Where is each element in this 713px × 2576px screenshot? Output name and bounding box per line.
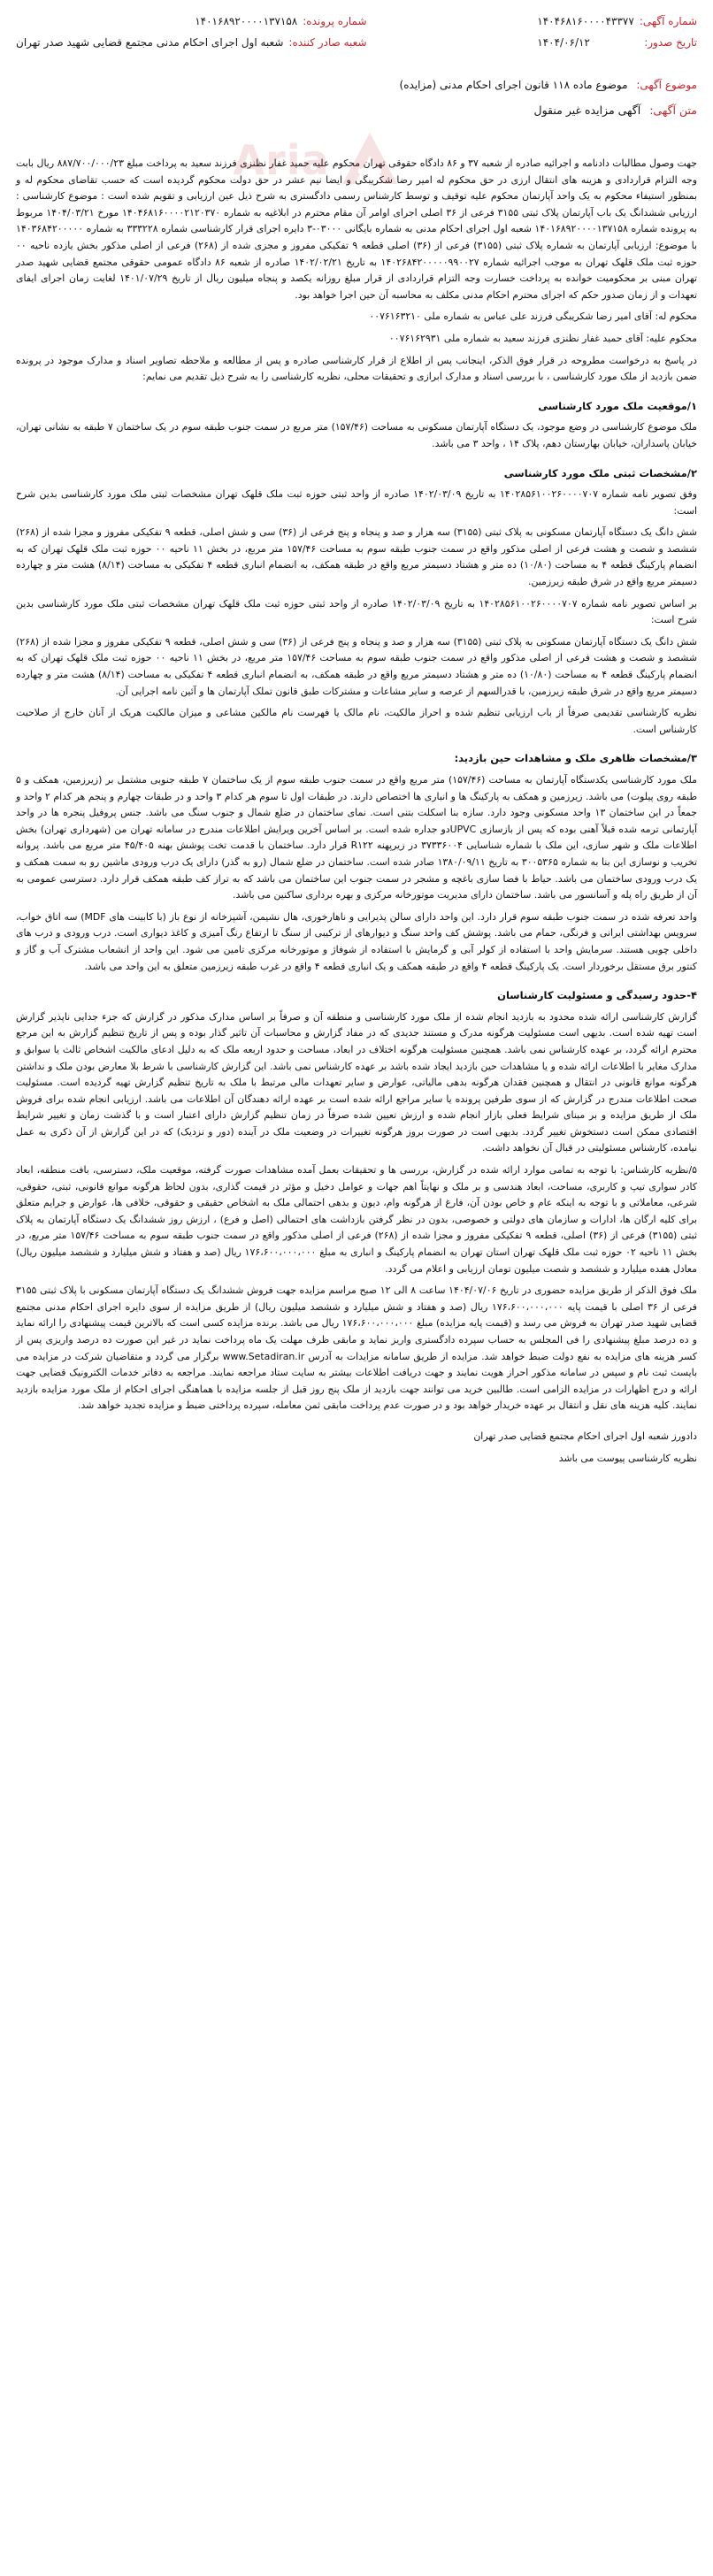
- date-row: [537, 34, 697, 51]
- attachment-note: نظریه کارشناسی پیوست می باشد: [558, 1452, 697, 1464]
- subject-label: موضوع آگهی:: [636, 79, 697, 91]
- notice-subject: [16, 76, 697, 94]
- title-label: متن آگهی:: [649, 104, 697, 117]
- location-paragraph: ملک موضوع کارشناسی در وضع موجود، یک دستگاه آپارتمان مسکونی به مساحت (۱۵۷/۴۶) متر مربع در سمت جنوب طبقه سوم در یک ساختمان ۷ طبقه به نشانی تهران، خیابان پاسداران، خیابان بهارستان دهم، پلاک ۱۴ ، واحد ۳ می باشد.: [16, 421, 697, 449]
- intro-paragraph: جهت وصول مطالبات دادنامه و اجرائیه صادره از شعبه ۳۷ و ۸۶ دادگاه حقوقی تهران محکوم علیه حمید غفار نظنزی فرزند سعید به پرداخت مبلغ ۸۸۷/۷۰۰/۰۰۰/۲۳ ریال بابت وجه التزام قراردادی و هزینه های انتقال ارزی در حق محکوم له امیر رضا شکریبگی و ایضا نیم عشر در حق دولت محکوم گردیده است که حسب تقاضای محکوم له و بمنظور استیفاء محکوم به یک واحد آپارتمان محکوم علیه توقیف و توسط کارشناس رسمی دادگستری به شرح ذیل عین ارزیابی و تقویم شده است : موضوع کارشناسی : ارزیابی ششدانگ یک باب آپارتمان پلاک ثبتی ۳۱۵۵ فرعی از ۳۶ اصلی اجرای اوامر آن مقام محترم در ابلاغیه به شماره ۱۴۰۴۶۸۱۶۰۰۰۰۲۱۲۰۳۷۰ مورخ ۱۴۰۴/۰۳/۲۱ مربوط به پرونده شماره ۱۴۰۱۶۸۹۲۰۰۰۰۱۳۷۱۵۸ شعبه اول اجرای احکام مدنی به شماره بایگانی ۰۳۰۰۰-۳ دایره اجرای قرار کارشناسی شماره ۳۳۳۲۲۸ به شماره ۱۴۰۳۶۸۴۲۰۰۰۰۰ با موضوع: ارزیابی آپارتمان به شماره پلاک ثبتی (۳۱۵۵) فرعی از (۳۶) اصلی قطعه ۹ تفکیکی مفروز و مجزی شده از (۲۶۸) فرعی از اصلی مذکور بخش یازده ناحیه ۰۰ حوزه ثبت ملک قلهک تهران به موجب اجرائیه شماره ۱۴۰۲۶۸۴۲۰۰۰۰۰۹۹۰۰۲۷ به تاریخ ۱۴۰۲/۰۲/۲۱ صادره از شعبه ۸۶ دادگاه عمومی حقوقی مجتمع قضایی شهید صدر تهران مبنی بر محکومیت خوانده به پرداخت خسارت وجه التزام قراردادی از قرار مبلغ روزانه یکصد و پنجاه میلیون ریال از تاریخ ۱۴۰۱/۰۷/۲۹ لغایت زمان اجرای ایفای تعهدات و از زمان صدور حکم که اجرای محترم احکام مدنی مکلف به محاسبه آن حین اجرا خواهد بود.: [16, 157, 698, 301]
- scope-paragraph: گزارش کارشناسی ارائه شده محدود به بازدید انجام شده از ملک مورد کارشناسی و منطقه آن و صرفاً بر اساس مدارک مذکور در گزارش که جزء جدایی ناپذیر گزارش است تهیه شده است. بدیهی است مسئولیت هرگونه مدرک و مستند جدیدی که در مفاد گزارش و محاسبات آن تاثیر گذار بوده و پس از تاریخ تنظیم گزارش به این مرجع محترم ارائه گردد، بر عهده کارشناس نمی باشد. همچنین مسئولیت هرگونه اختلاف در ابعاد، مساحت و حدود اربعه ملک که به دلیل ادعای مالکیت اشخاص ثالث یا سوابق و مدارک مغایر با اطلاعات ارائه شده و یا مشاهدات حین بازدید ایجاد شده باشد بر عهده کارشناس نمی باشد. این گزارش کارشناسی با شرط بلا معارض بودن ملک و نداشتن هرگونه موانع قانونی در انتقال و همچنین فقدان هرگونه بدهی مالیاتی، عوارض و سایر تعهدات مالی مرتبط با ملک به تاریخ تنظیم گزارش تهیه گردیده است. مسئولیت صحت اطلاعات مندرج در گزارش که از سوی طرفین پرونده یا سایر مراجع ارائه شده است بر عهده ارائه دهندگان آن اطلاعات می باشد. ارزیابی انجام شده برای فروش ملک از طریق مزایده و بر مبنای شرایط فعلی بازار انجام شده و ارزش تعیین شده صرفاً در زمان تنظیم گزارش دارای اعتبار است و با گذشت زمان و تغییر شرایط اقتصادی ممکن است دستخوش تغییر گردد. بدیهی است در صورت بروز هرگونه تغییرات در وضعیت ملک در آینده (دور و نزدیک) که در این گزارش از آن ذکری به عمل نیامده، کارشناس مسئولیتی در قبال آن نخواهد داشت.: [16, 1010, 697, 1154]
- date-label: تاریخ صدور:: [644, 36, 697, 49]
- ownership-disclaimer: نظریه کارشناسی تقدیمی صرفاً از باب ارزیابی تنظیم شده و احراز مالکیت، نام مالک یا فهرست نام مالکین مشاعی و میزان مالکیت هریک از آنان خارج از صلاحیت کارشناس است.: [16, 707, 697, 735]
- issuer: شعبه اول اجرای احکام مدنی مجتمع قضایی شهید صدر تهران: [16, 36, 284, 49]
- notice-page: [16, 12, 697, 2564]
- creditor-line: محکوم له: آقای امیر رضا شکریبگی فرزند علی عباس به شماره ملی ۰۰۷۶۱۶۳۲۱۰: [369, 310, 697, 323]
- ad-number-row: [537, 12, 697, 30]
- notice-body: [16, 156, 697, 1467]
- response-paragraph: در پاسخ به درخواست مطروحه در قرار فوق الذکر، اینجانب پس از اطلاع از قرار کارشناسی صادره و پس از مطالعه و ملاحظه تصاویر اسناد و مدارک موجود در پرونده ضمن بازدید از ملک مورد کارشناسی ، با بررسی اسناد و مدارک ابرازی و تحقیقات محلی، نظریه کارشناسی را به شرح ذیل تقدیم می نمایم:: [16, 354, 697, 383]
- case-number-label: شماره پرونده:: [303, 15, 367, 27]
- ad-number-label: شماره آگهی:: [639, 15, 697, 27]
- section-heading-location: ۱/موقعیت ملک مورد کارشناسی: [538, 399, 697, 412]
- notice-header: [16, 12, 697, 64]
- issuer-label: شعبه صادر کننده:: [288, 36, 367, 49]
- auction-terms-paragraph: ملک فوق الذکر از طریق مزایده حضوری در تاریخ ۱۴۰۴/۰۷/۰۶ ساعت ۸ الی ۱۲ صبح مراسم مزایده جهت فروش ششدانگ یک دستگاه آپارتمان مسکونی با پلاک ثبتی ۳۱۵۵ فرعی از ۳۶ اصلی با قیمت پایه ۱۷۶،۶۰۰،۰۰۰،۰۰۰ ریال (صد و هفتاد و شش میلیارد و ششصد میلیون ریال) از طریق مزایده از سوی دایره اجرای احکام مدنی مجتمع قضایی شهید صدر تهران به فروش می رسد و (قیمت پایه مزایده) مبلغ ۱۷۶،۶۰۰،۰۰۰،۰۰۰ ریال می باشد. برنده مزایده کسی است که بالاترین قیمت پیشنهادی را ارائه نماید و ده درصد مبلغ پیشنهادی را فی المجلس به حساب سپرده دادگستری واریز نماید و مابقی ظرف مهلت یک ماه پرداخت نماید در غیر این صورت ده درصد واریزی پس از کسر هزینه های مزایده به نفع دولت ضبط خواهد شد. مزایده از طریق سامانه مزایدات به آدرس www.Setadiran.ir برگزار می گردد و متقاضیان شرکت در مزایده می بایست ثبت نام و سپس در سامانه مذکور احراز هویت نمایند و جهت دریافت اطلاعات بیشتر به سایت ستاد مراجعه نمایند. مراجعه به دفاتر خدمات الکترونیک قضایی جهت ارائه و درج اظهارات در مزایده الزامی است. طالبین خرید می توانند جهت بازدید از ملک پنج روز قبل از جلسه مزایده با هماهنگی اجرای احکام از ملک مورد مزایده بازدید نمایند. کلیه هزینه های نقل و انتقال بر عهده خریدار خواهد بود و در صورت عدم پرداخت مابقی ثمن معامله، سپرده پرداختی ضبط و مزایده تجدید خواهد شد.: [16, 1284, 697, 1412]
- issuer-row: [16, 34, 367, 51]
- building-description: ملک مورد کارشناسی یکدستگاه آپارتمان به مساحت (۱۵۷/۴۶) متر مربع واقع در سمت جنوب طبقه سوم از یک ساختمان ۷ طبقه جنوبی مشتمل بر (زیرزمین، همکف و ۵ طبقه روی پیلوت) می باشد. زیرزمین و همکف به پارکینگ ها و انباری ها اختصاص دارند. در طبقات اول تا سوم هر کدام ۳ واحد و در طبقات چهارم و پنجم هر کدام ۲ واحد و جمعاً در این ساختمان ۱۳ واحد مسکونی وجود دارد. سازه بنا اسکلت بتنی است. نمای ساختمان در ضلع شمال و جنوب سنگ می باشد. جنس پروفیل پنجره ها در واحد آپارتمانی ترمه شده قبلاً آهنی بوده که پس از بازسازی UPVCدو جداره شده است. بر اساس آخرین ویرایش اطلاعات مندرج در سامانه تهران من (شهرداری تهران) بخش اطلاعات ملک و شهر سازی، این ملک با شماره شناسایی ۳۷۳۳۶۰۰۴ در زیرپهنه R۱۲۲ قرار دارد. ساختمان با قدمت تخت پوشش بهنه ۴۵/۴۰۵ متر مربع می باشد. پروانه تخریب و نوسازی این بنا به شماره ۳۰۰۵۳۶۵ به تاریخ ۱۳۸۰/۰۹/۱۱ صادر شده است. ساختمان در ضلع شمال (رو به گذر) دارای یک درب ورودی ماشین رو به سمت همکف و یک درب ورودی ساختمان می باشد. حیاط با فضا سازی باغچه و مشجر در سمت جنوب این ساختمان می باشد که به تراز کف طبقه همکف قرار دارد. دسترسی عمومی به آن از طریق راه پله و آسانسور می باشد. ساختمان دارای مدیریت موتورخانه مرکزی و بهره برداری ساکنین می باشد.: [16, 774, 697, 901]
- case-number: ۱۴۰۱۶۸۹۲۰۰۰۰۱۳۷۱۵۸: [195, 15, 298, 27]
- registration-paragraph-3: بر اساس تصویر نامه شماره ۱۴۰۲۸۵۶۱۰۰۲۶۰۰۰۰۷۰۷ به تاریخ ۱۴۰۲/۰۳/۰۹ صادره از واحد ثبتی حوزه ثبت ملک قلهک تهران مشخصات ثبتی ملک مورد کارشناسی بدین شرح است:: [16, 597, 697, 626]
- section-heading-scope: ۴-حدود رسیدگی و مسئولیت کارشناسان: [497, 989, 697, 1002]
- registration-paragraph-4: شش دانگ یک دستگاه آپارتمان مسکونی به پلاک ثبتی (۳۱۵۵) سه هزار و صد و پنجاه و پنج فرعی از (۳۶) سی و شش اصلی، قطعه ۹ تفکیکی مفروز و مجزا شده از (۲۶۸) ششصد و شصت و هشت فرعی از اصلی مذکور واقع در سمت جنوب طبقه سوم به مساحت ۱۵۷/۴۶ متر مربع، در بخش ۱۱ ناحیه ۰۰ حوزه ثبت ملک قلهک تهران که به انضمام پارکینگ قطعه ۴ به مساحت (۱۰/۸۰) ده متر و هشتاد دسیمتر مربع واقع در طبقه همکف، به انضمام انباری قطعه ۴ تفکیکی به مساحت (۸/۱۴) هشت متر و چهارده دسیمتر مربع واقع در شرق طبقه زیرزمین، با قدرالسهم از عرصه و سایر مشاعات و مشترکات طبق قانون تملک آپارتمان ها و آئین نامه اجرایی آن.: [16, 635, 698, 697]
- subject-value: موضوع ماده ۱۱۸ قانون اجرای احکام مدنی (مزایده): [399, 79, 628, 91]
- section-heading-registration: ۲/مشخصات ثبتی ملک مورد کارشناسی: [503, 466, 697, 479]
- title-value: آگهی مزایده غیر منقول: [533, 104, 641, 117]
- registration-paragraph-2: شش دانگ یک دستگاه آپارتمان مسکونی به پلاک ثبتی (۳۱۵۵) سه هزار و صد و پنجاه و پنج فرعی از (۳۶) سی و شش اصلی، قطعه ۹ تفکیکی مفروز و مجزا شده از (۲۶۸) ششصد و شصت و هشت فرعی از اصلی مذکور واقع در سمت جنوب طبقه سوم به مساحت ۱۵۷/۴۶ متر مربع، در بخش ۱۱ ناحیه ۰۰ حوزه ثبت ملک قلهک تهران که به انضمام پارکینگ قطعه ۴ به مساحت (۱۰/۸۰) ده متر و هشتاد دسیمتر مربع واقع در طبقه همکف، به انضمام انباری قطعه ۴ تفکیکی به مساحت (۸/۱۴) هشت متر و چهارده دسیمتر مربع واقع در شرق طبقه زیرزمین.: [16, 526, 698, 588]
- ad-number: ۱۴۰۴۶۸۱۶۰۰۰۰۴۳۳۷۷: [537, 15, 634, 27]
- section-heading-physical: ۳/مشخصات ظاهری ملک و مشاهدات حین بازدید:: [454, 752, 697, 765]
- signature-line: دادورز شعبه اول اجرای احکام مجتمع قضایی صدر تهران: [473, 1430, 697, 1442]
- debtor-line: محکوم علیه: آقای حمید غفار نظنزی فرزند سعید به شماره ملی ۰۰۷۶۱۶۲۹۳۱: [388, 332, 697, 344]
- issue-date: ۱۴۰۴/۰۶/۱۲: [537, 36, 590, 49]
- unit-description: واحد تعرفه شده در سمت جنوب طبقه سوم قرار دارد. این واحد دارای سالن پذیرایی و ناهارخوری، هال نشیمن، آشپزخانه از نوع باز (با کابینت های MDF) سه اتاق خواب، سرویس بهداشتی ایرانی و فرنگی، حمام می باشد. پوشش کف واحد سنگ و دیوارهای از ترکیبی از سنگ تا ارتفاع رنگ آمیزی و کاغذ دیواری است. درب ورودی و درب های داخلی چوبی هستند. سرمایش واحد با استفاده از کولر آبی و گرمایش با استفاده از شوفاژ و موتورخانه مرکزی تامین می شود. این واحد از انشعاب مشترک آب و گاز و کنتور برق مستقل برخوردار است. یک پارکینگ قطعه ۴ واقع در طبقه همکف و یک انباری قطعه ۴ واقع در غرب طبقه زیرزمین متعلق به این واحد می باشد.: [16, 910, 697, 972]
- registration-paragraph-1: وفق تصویر نامه شماره ۱۴۰۲۸۵۶۱۰۰۲۶۰۰۰۰۷۰۷ به تاریخ ۱۴۰۲/۰۳/۰۹ صادره از واحد ثبتی حوزه ثبت ملک قلهک تهران مشخصات ثبتی ملک مورد کارشناسی بدین شرح است:: [16, 488, 697, 517]
- aria-logo-word: Aria: [233, 136, 330, 184]
- case-number-row: [195, 12, 366, 30]
- expert-opinion-paragraph: ۵/نظریه کارشناس: با توجه به تمامی موارد ارائه شده در گزارش، بررسی ها و تحقیقات بعمل آمده مشاهدات صورت گرفته، موقعیت ملک، دسترسی، بافت منطقه، ابعاد کادر سواری تیپ و کاربری، مساحت، ابعاد هندسی و بر ملک و نهایتاً اهم جهات و عوامل دخیل و مؤثر در قیمت گذاری، بدون لحاظ هرگونه موانع قانونی، ثبتی، حقوقی، شرعی، معاملاتی و با توجه به اینکه عام و خاص بودن آن، فارغ از هرگونه وام، دیون و بدهی احتمالی ملک به اشخاص حقیقی و حقوقی، خلافی ها، عوارض و جرایم متعلق برای کلیه ارگان ها، ادارات و سازمان های دولتی و خصوصی، بدون در نظر گرفتن بازداشت های احتمالی (اصل و فرع) ، ارزش روز ششدانگ یک دستگاه آپارتمان به پلاک ثبتی (۳۱۵۵) فرعی از (۳۶) اصلی، قطعه ۹ تفکیکی مفروز و مجزا شده از (۲۶۸) فرعی از اصلی مذکور واقع در سمت جنوب طبقه سوم به مساحت ۱۵۷/۴۶ متر مربع، در بخش ۱۱ ناحیه ۰۲ حوزه ثبت ملک قلهک تهران استان تهران به انضمام پارکینگ و انباری به مبلغ ۱۷۶،۶۰۰،۰۰۰،۰۰۰ ریال (صد و هفتاد و شش میلیارد و ششصد میلیون ریال) معادل هفده میلیارد و ششصد و شصت میلیون تومان ارزیابی و اعلام می گردد.: [16, 1164, 698, 1275]
- notice-title: [16, 101, 697, 120]
